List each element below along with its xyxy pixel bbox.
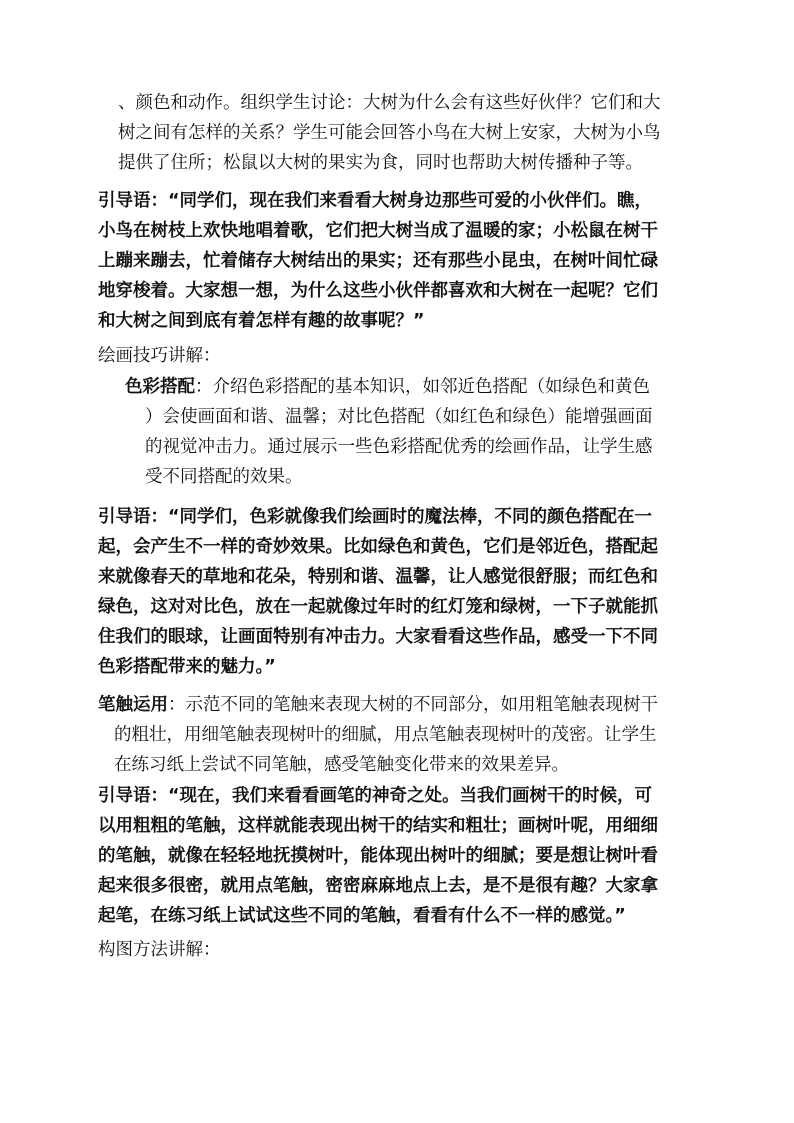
brush-use-first-line: ：示范不同的笔触来表现大树的不同部分，如用粗笔触表现树干	[168, 695, 658, 715]
intro-continued-paragraph	[118, 88, 661, 178]
heading-text: 构图方法讲解：	[98, 940, 221, 960]
section-heading-composition	[98, 935, 221, 965]
heading-text: 绘画技巧讲解：	[98, 346, 221, 366]
text-line: 来就像春天的草地和花朵，特别和谐、温馨，让人感觉很舒服；而红色和	[98, 567, 658, 587]
brush-use-paragraph	[98, 690, 658, 780]
text-line: 提供了住所；松鼠以大树的果实为食，同时也帮助大树传播种子等。	[118, 153, 643, 173]
text-line: 住我们的眼球，让画面特别有冲击力。大家看看这些作品，感受一下不同	[98, 627, 658, 647]
guide-speech-paragraph-3	[98, 781, 658, 931]
text-line: 引导语：“现在，我们来看看画笔的神奇之处。当我们画树干的时候，可	[98, 786, 652, 806]
color-matching-label: 色彩搭配	[125, 377, 195, 397]
text-line: 在练习纸上尝试不同笔触，感受笔触变化带来的效果差异。	[114, 755, 569, 775]
text-line: 以用粗粗的笔触，这样就能表现出树干的结实和粗壮；画树叶呢，用细细	[98, 816, 658, 836]
guide-speech-paragraph-2	[98, 502, 658, 682]
text-line: 色彩搭配带来的魅力。”	[98, 657, 276, 677]
text-line: 上蹦来蹦去，忙着储存大树结出的果实；还有那些小昆虫，在树叶间忙碌	[98, 251, 658, 271]
text-line	[125, 372, 653, 402]
text-line: 起笔，在练习纸上试试这些不同的笔触，看看有什么不一样的感觉。”	[98, 906, 626, 926]
text-line: 起，会产生不一样的奇妙效果。比如绿色和黄色，它们是邻近色，搭配起	[98, 537, 658, 557]
brush-use-label: 笔触运用	[98, 695, 168, 715]
text-line: 起来很多很密，就用点笔触，密密麻麻地点上去，是不是很有趣？大家拿	[98, 876, 658, 896]
text-line: 、颜色和动作。组织学生讨论：大树为什么会有这些好伙伴？它们和大	[118, 93, 661, 113]
text-line: ）会使画面和谐、温馨；对比色搭配（如红色和绿色）能增强画面	[145, 407, 653, 427]
text-line: 的粗壮，用细笔触表现树叶的细腻，用点笔触表现树叶的茂密。让学生	[114, 725, 657, 745]
section-heading-drawing-skills	[98, 341, 221, 371]
text-line: 引导语：“同学们，色彩就像我们绘画时的魔法棒，不同的颜色搭配在一	[98, 507, 652, 527]
text-line: 受不同搭配的效果。	[145, 467, 303, 487]
text-line: 绿色，这对对比色，放在一起就像过年时的红灯笼和绿树，一下子就能抓	[98, 597, 658, 617]
text-line: 小鸟在树枝上欢快地唱着歌，它们把大树当成了温暖的家；小松鼠在树干	[98, 221, 658, 241]
text-line	[98, 690, 658, 720]
text-line: 地穿梭着。大家想一想，为什么这些小伙伴都喜欢和大树在一起呢？它们	[98, 281, 658, 301]
guide-speech-paragraph-1	[98, 186, 658, 336]
color-matching-paragraph	[125, 372, 653, 492]
text-line: 的笔触，就像在轻轻地抚摸树叶，能体现出树叶的细腻；要是想让树叶看	[98, 846, 658, 866]
text-line: 和大树之间到底有着怎样有趣的故事呢？”	[98, 311, 425, 331]
color-matching-first-line: ：介绍色彩搭配的基本知识，如邻近色搭配（如绿色和黄色	[195, 377, 650, 397]
text-line: 树之间有怎样的关系？学生可能会回答小鸟在大树上安家，大树为小鸟	[118, 123, 661, 143]
text-line: 的视觉冲击力。通过展示一些色彩搭配优秀的绘画作品，让学生感	[145, 437, 653, 457]
text-line: 引导语：“同学们，现在我们来看看大树身边那些可爱的小伙伴们。瞧，	[98, 191, 652, 211]
